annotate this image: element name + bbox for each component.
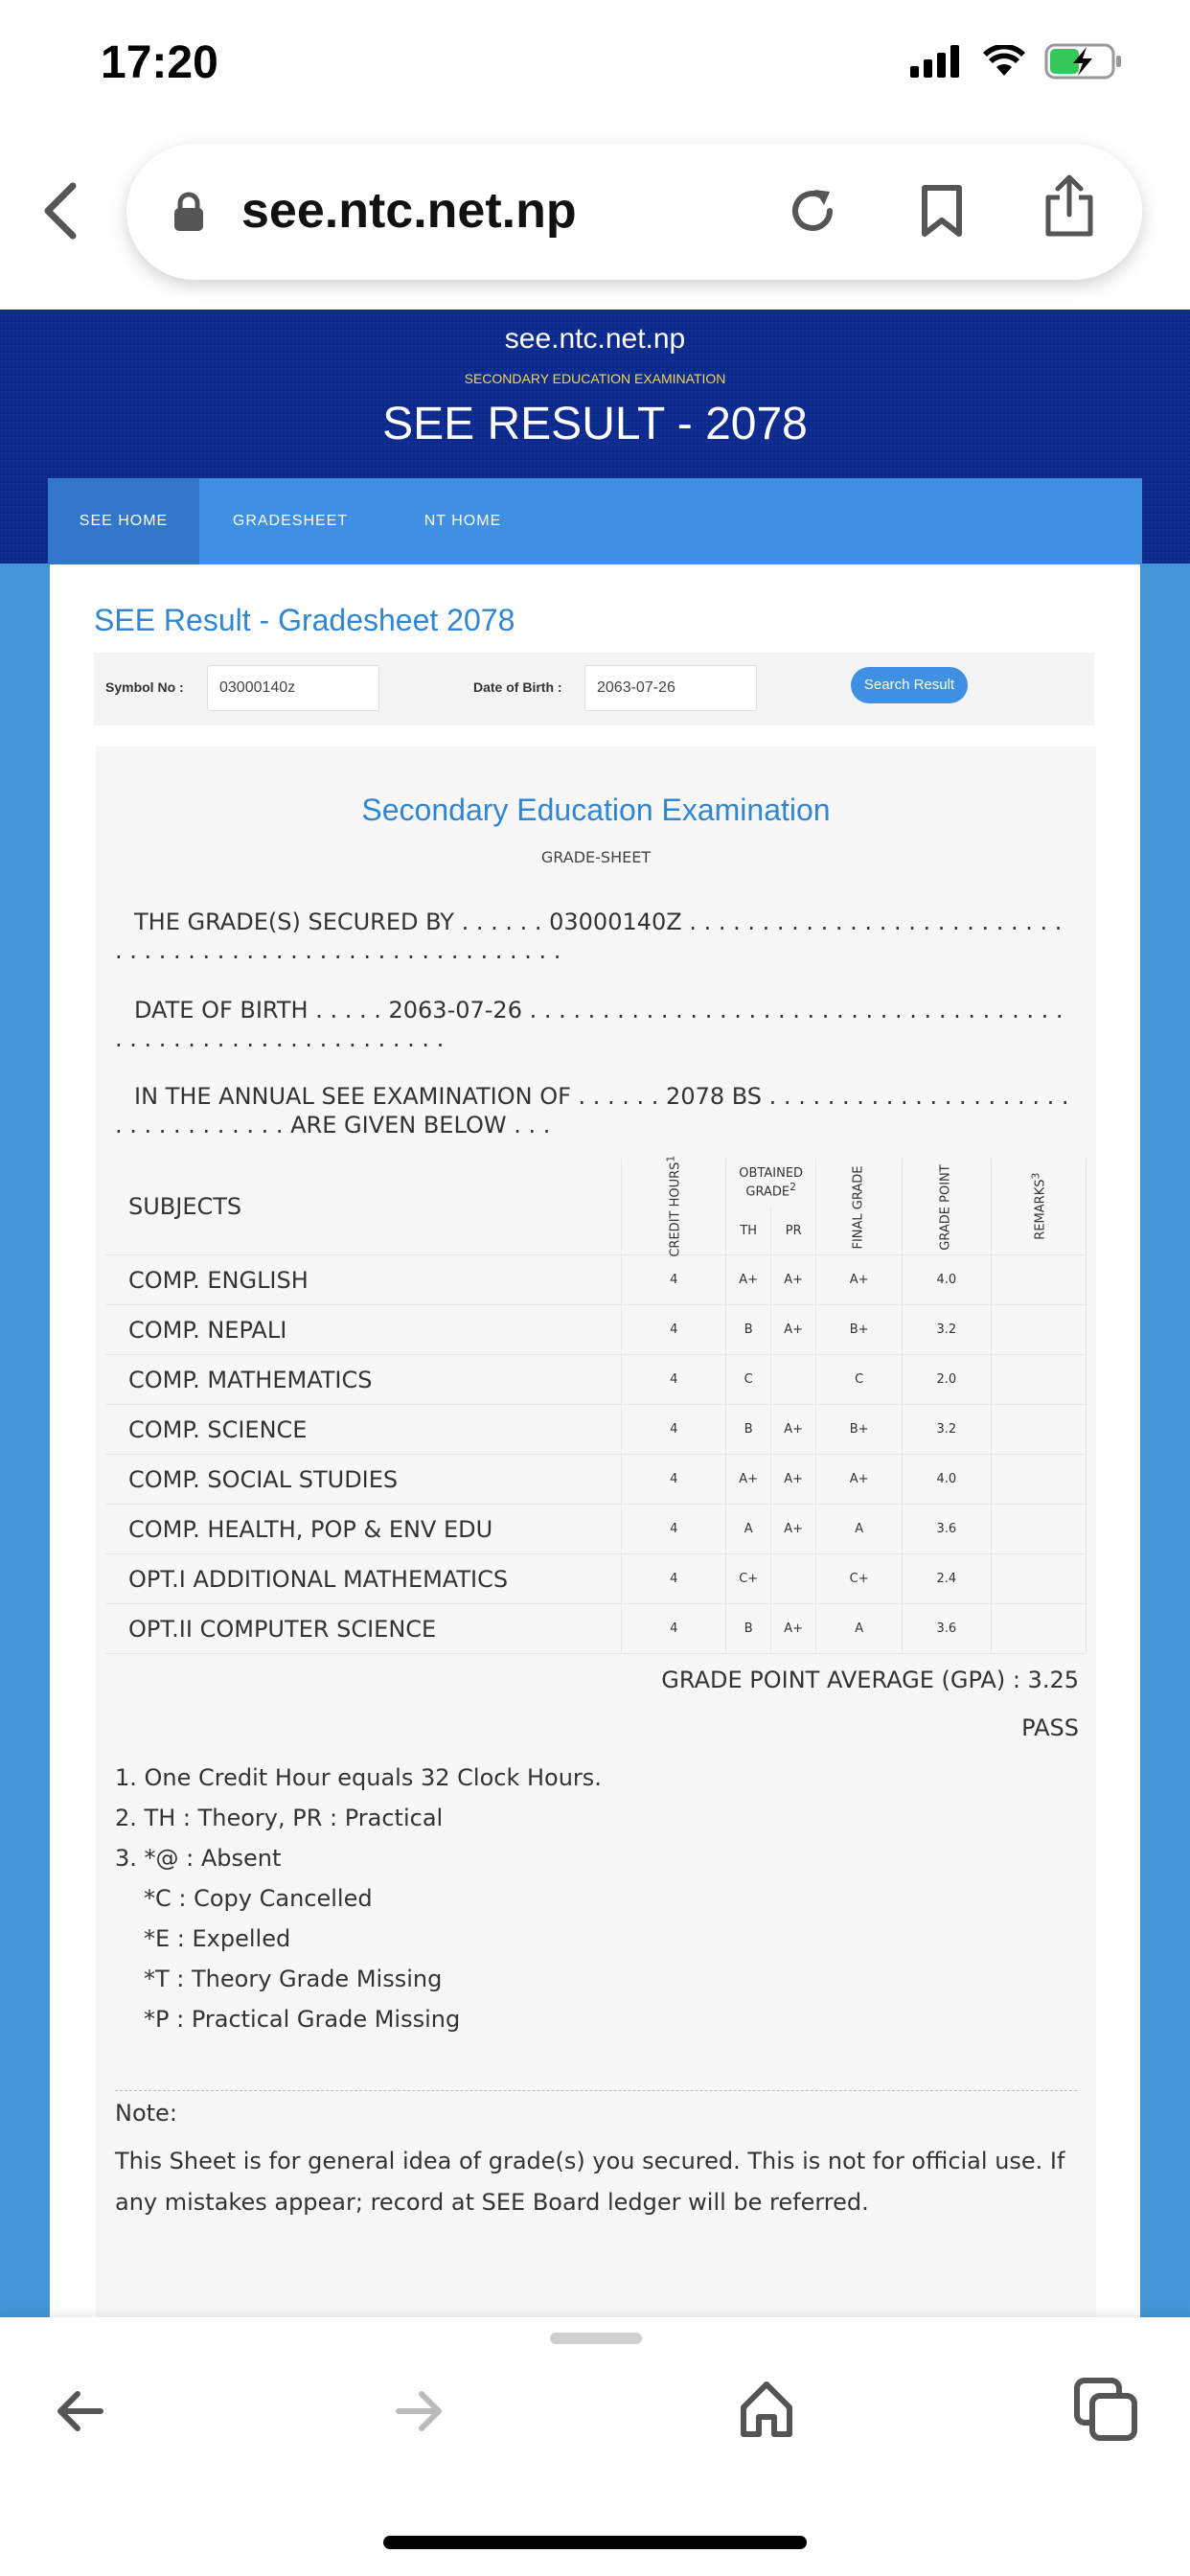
final-grade-cell: C — [816, 1355, 903, 1405]
secured-by-line: THE GRADE(S) SECURED BY . . . . . . 03000140Z . . . . . . . . . . . . . . . . . . . . . . . . . . . . . . . . . . . . . . . . . . . . . . . . . . . . . . . . . — [115, 908, 1063, 964]
remarks-cell — [991, 1305, 1086, 1355]
gpa-value: GRADE POINT AVERAGE (GPA) : 3.25 — [661, 1667, 1079, 1693]
home-indicator[interactable] — [383, 2536, 807, 2549]
reload-icon[interactable] — [786, 184, 839, 238]
lock-icon — [172, 192, 205, 232]
bookmark-icon[interactable] — [920, 184, 964, 238]
grade-point-cell: 4.0 — [903, 1455, 991, 1505]
remarks-cell — [991, 1604, 1086, 1654]
pr-cell — [771, 1355, 816, 1405]
table-row — [105, 1255, 1087, 1305]
sheet-title: Secondary Education Examination — [361, 793, 831, 827]
status-icons — [910, 43, 1123, 80]
remarks-cell — [991, 1554, 1086, 1604]
subject-cell: OPT.II COMPUTER SCIENCE — [105, 1604, 622, 1654]
toolbar-grabber[interactable] — [550, 2333, 642, 2344]
web-page — [0, 310, 1190, 2317]
nav-see-home[interactable]: SEE HOME — [48, 478, 199, 564]
legend-item: 2. TH : Theory, PR : Practical — [115, 1805, 444, 1831]
pr-cell: A+ — [771, 1305, 816, 1355]
header-final-grade: FINAL GRADE — [816, 1159, 903, 1255]
wifi-icon — [983, 45, 1025, 78]
subject-cell: COMP. SCIENCE — [105, 1405, 622, 1455]
grade-point-cell: 3.2 — [903, 1405, 991, 1455]
th-cell: A+ — [726, 1455, 771, 1505]
pr-cell: A+ — [771, 1455, 816, 1505]
note-divider — [115, 2090, 1077, 2091]
pr-cell: A+ — [771, 1505, 816, 1554]
th-cell: B — [726, 1604, 771, 1654]
credit-cell: 4 — [622, 1455, 726, 1505]
table-row — [105, 1305, 1087, 1355]
dob-line: DATE OF BIRTH . . . . . 2063-07-26 . . . . . . . . . . . . . . . . . . . . . . . . . . . . . . . . . . . . . . . . . . . . . . . . . . . . . . . . . . . . — [115, 997, 1064, 1052]
final-grade-cell: A — [816, 1604, 903, 1654]
note-heading: Note: — [115, 2100, 177, 2127]
th-cell: B — [726, 1305, 771, 1355]
site-name: see.ntc.net.np — [504, 323, 686, 355]
subject-cell: COMP. HEALTH, POP & ENV EDU — [105, 1505, 622, 1554]
legend-list — [115, 1758, 602, 2039]
final-grade-cell: B+ — [816, 1405, 903, 1455]
grade-point-cell: 2.0 — [903, 1355, 991, 1405]
note-text: This Sheet is for general idea of grade(s) you secured. This is not for official use. If any mistakes appear; record at SEE Board ledger will be referred. — [115, 2148, 1065, 2216]
symbol-label: Symbol No : — [105, 679, 184, 695]
battery-charging-icon — [1044, 43, 1123, 80]
th-cell: A+ — [726, 1255, 771, 1305]
final-grade-cell: C+ — [816, 1554, 903, 1604]
remarks-cell — [991, 1255, 1086, 1305]
legend-item: 3. *@ : Absent — [115, 1845, 282, 1872]
th-cell: A — [726, 1505, 771, 1554]
header-grade-point: GRADE POINT — [903, 1159, 991, 1255]
th-cell: C — [726, 1355, 771, 1405]
th-cell: B — [726, 1405, 771, 1455]
cellular-signal-icon — [910, 45, 964, 78]
share-icon[interactable] — [1042, 174, 1096, 238]
grade-table — [105, 1156, 1087, 1654]
site-nav — [48, 478, 1142, 564]
search-result-button[interactable]: Search Result — [851, 667, 968, 703]
back-arrow-icon[interactable] — [53, 2384, 106, 2438]
final-grade-cell: A — [816, 1505, 903, 1554]
grade-point-cell: 3.2 — [903, 1305, 991, 1355]
credit-cell: 4 — [622, 1305, 726, 1355]
legend-item: 1. One Credit Hour equals 32 Clock Hours. — [115, 1764, 602, 1791]
symbol-input[interactable]: 03000140z — [207, 665, 379, 711]
legend-item: *P : Practical Grade Missing — [144, 2006, 461, 2033]
status-bar — [0, 0, 1190, 134]
status-time: 17:20 — [101, 37, 218, 88]
annual-exam-line: IN THE ANNUAL SEE EXAMINATION OF . . . . . . 2078 BS . . . . . . . . . . . . . . . . . . . . . . . . . . . . . . . . . ARE GIVEN BELOW . . . — [115, 1083, 1069, 1138]
nav-gradesheet[interactable]: GRADESHEET — [232, 513, 349, 529]
table-row — [105, 1604, 1087, 1654]
grade-point-cell: 4.0 — [903, 1255, 991, 1305]
browser-back-chevron-icon[interactable] — [38, 182, 86, 240]
pr-cell — [771, 1554, 816, 1604]
sheet-subtitle: GRADE-SHEET — [540, 848, 652, 866]
credit-cell: 4 — [622, 1554, 726, 1604]
table-row — [105, 1355, 1087, 1405]
tabs-icon[interactable] — [1073, 2377, 1140, 2444]
header-remarks: REMARKS$^3$ — [991, 1159, 1086, 1255]
table-row — [105, 1554, 1087, 1604]
legend-item: *C : Copy Cancelled — [144, 1885, 373, 1912]
credit-cell: 4 — [622, 1405, 726, 1455]
subject-cell: COMP. NEPALI — [105, 1305, 622, 1355]
subject-cell: COMP. SOCIAL STUDIES — [105, 1455, 622, 1505]
pr-cell: A+ — [771, 1255, 816, 1305]
subject-cell: COMP. MATHEMATICS — [105, 1355, 622, 1405]
header-subjects: SUBJECTS — [105, 1159, 622, 1255]
grade-point-cell: 3.6 — [903, 1505, 991, 1554]
remarks-cell — [991, 1355, 1086, 1405]
search-form — [94, 653, 1094, 725]
credit-cell: 4 — [622, 1355, 726, 1405]
table-row — [105, 1405, 1087, 1455]
header-obtained-grade: OBTAINED GRADE$^2$ — [726, 1159, 816, 1207]
home-icon[interactable] — [740, 2380, 793, 2438]
legend-item: *E : Expelled — [144, 1925, 291, 1952]
header-credit-hours: CREDIT HOURS$^1$ — [622, 1159, 726, 1255]
table-row — [105, 1455, 1087, 1505]
table-header-row — [105, 1159, 1087, 1207]
nav-nt-home[interactable]: NT HOME — [423, 513, 502, 529]
credit-cell: 4 — [622, 1255, 726, 1305]
grade-point-cell: 3.6 — [903, 1604, 991, 1654]
header-th: TH — [726, 1207, 771, 1255]
final-grade-cell: B+ — [816, 1305, 903, 1355]
credit-cell: 4 — [622, 1505, 726, 1554]
dob-label: Date of Birth : — [473, 679, 562, 695]
th-cell: C+ — [726, 1554, 771, 1604]
address-url[interactable]: see.ntc.net.np — [241, 183, 577, 239]
pr-cell: A+ — [771, 1604, 816, 1654]
main-content — [50, 564, 1140, 2317]
remarks-cell — [991, 1405, 1086, 1455]
header-pr: PR — [771, 1207, 816, 1255]
table-row — [105, 1505, 1087, 1554]
dob-input[interactable]: 2063-07-26 — [584, 665, 757, 711]
subject-cell: OPT.I ADDITIONAL MATHEMATICS — [105, 1554, 622, 1604]
gradesheet-heading: SEE Result - Gradesheet 2078 — [94, 603, 515, 637]
forward-arrow-icon[interactable] — [393, 2384, 446, 2438]
final-grade-cell: A+ — [816, 1255, 903, 1305]
credit-cell: 4 — [622, 1604, 726, 1654]
legend-item: *T : Theory Grade Missing — [144, 1966, 443, 1992]
grade-point-cell: 2.4 — [903, 1554, 991, 1604]
final-grade-cell: A+ — [816, 1455, 903, 1505]
remarks-cell — [991, 1455, 1086, 1505]
result-status: PASS — [1021, 1714, 1079, 1741]
remarks-cell — [991, 1505, 1086, 1554]
subject-cell: COMP. ENGLISH — [105, 1255, 622, 1305]
result-title: SEE RESULT - 2078 — [382, 399, 808, 449]
exam-subtitle: SECONDARY EDUCATION EXAMINATION — [464, 371, 726, 386]
pr-cell: A+ — [771, 1405, 816, 1455]
grade-sheet — [96, 747, 1096, 2317]
